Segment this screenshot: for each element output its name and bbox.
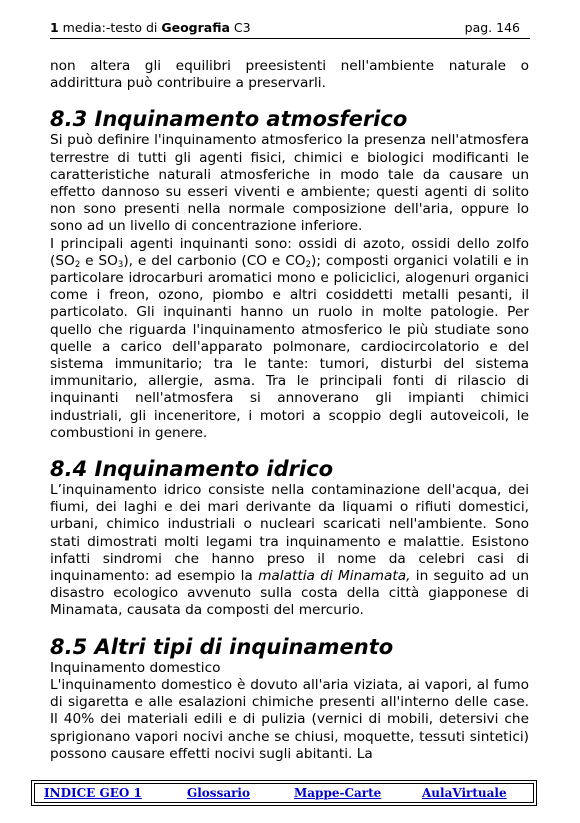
link-glossario[interactable]: Glossario [187, 786, 250, 800]
page-content [50, 58, 529, 763]
link-mappe-carte[interactable]: Mappe-Carte [294, 786, 382, 800]
section-heading-8-3: 8.3 Inquinamento atmosferico [50, 107, 408, 132]
link-aula-virtuale[interactable]: AulaVirtuale [422, 786, 507, 800]
minamata-term: malattia di Minamata, [258, 568, 411, 585]
paragraph-atmosferico-2: I principali agenti inquinanti sono: ossidi di azoto, ossidi dello zolfo ($SO_2$ e $SO_3$), e del carbonio (CO e $CO_2$); composti organici volatili e in particolare idrocarburi aromatici mono e policiclici, alogenuri organici come i freon, ozono, piombo e altri cosiddetti metalli pesanti, il particolato. Gli inquinanti hanno un ruolo in molte patologie. Per quello che riguarda l'inquinamento atmosferico le più studiate sono quelle a carico dell'apparato polmonare, cardiocircolatorio e del sistema immunitario; tra le tante: tumori, disturbi del sistema immunitario, allergie, asma. Tra le principali fonti di rilascio di inquinanti nell'atmosfera si annoverano gli impianti chimici industriali, gli inceneritore, i motori a scoppio degli autoveicoli, le combustioni in genere. [50, 235, 529, 441]
header-title [50, 18, 251, 38]
paragraph-atmosferico-1: Si può definire l'inquinamento atmosferico la presenza nell'atmosfera terrestre di tutti gli agenti fisici, chimici e biologici modificanti le caratteristiche naturali atmosferiche in modo tale da causare un effetto dannoso su esseri viventi e ambiente; questi agenti di solito non sono presenti nella normale composizione dell'aria, oppure lo sono ad un livello di concentrazione inferiore. [50, 132, 529, 235]
section-heading-8-5: 8.5 Altri tipi di inquinamento [50, 634, 394, 659]
paragraph-idrico: L’inquinamento idrico consiste nella contaminazione dell'acqua, dei fiumi, dei laghi e dei mari derivante da liquami o rifiuti domestici, urbani, chimico industriali o nucleari scaricati nell'ambiente. Sono stati dimostrati molti legami tra inquinamento e malattie. Esistono infatti sindromi che hanno preso il nome da celebri casi di inquinamento: ad esempio la malattia di Minamata, in seguito ad un disastro ecologico avvenuto sulla costa della città giapponese di Minamata, causata da composti del mercurio. [50, 482, 529, 619]
page-header [50, 18, 530, 38]
subheading-domestico: Inquinamento domestico [50, 659, 221, 676]
paragraph-domestico: L'inquinamento domestico è dovuto all'aria viziata, ai vapori, al fumo di sigaretta e alle esalazioni chimiche presenti all'interno delle case. Il 40% dei materiali edili e di pulizia (vernici di mobili, detersivi che sprigionano vapori nocivi anche se chiusi, moquette, tessuti sintetici) possono causare effetti nocivi sugli abitanti. La [50, 676, 529, 762]
header-subject: Geografia [161, 20, 230, 35]
footer-nav [31, 780, 537, 806]
section-heading-8-4: 8.4 Inquinamento idrico [50, 457, 334, 482]
header-number: 1 [50, 20, 59, 35]
intro-paragraph: non altera gli equilibri preesistenti nell'ambiente naturale o addirittura può contribuire a preservarli. [50, 58, 529, 92]
header-rule [50, 38, 530, 39]
link-indice-geo[interactable]: INDICE GEO 1 [44, 786, 142, 800]
header-text: media:-testo di [58, 20, 162, 35]
header-class: C3 [229, 20, 251, 35]
page-number: pag. 146 [464, 20, 520, 35]
